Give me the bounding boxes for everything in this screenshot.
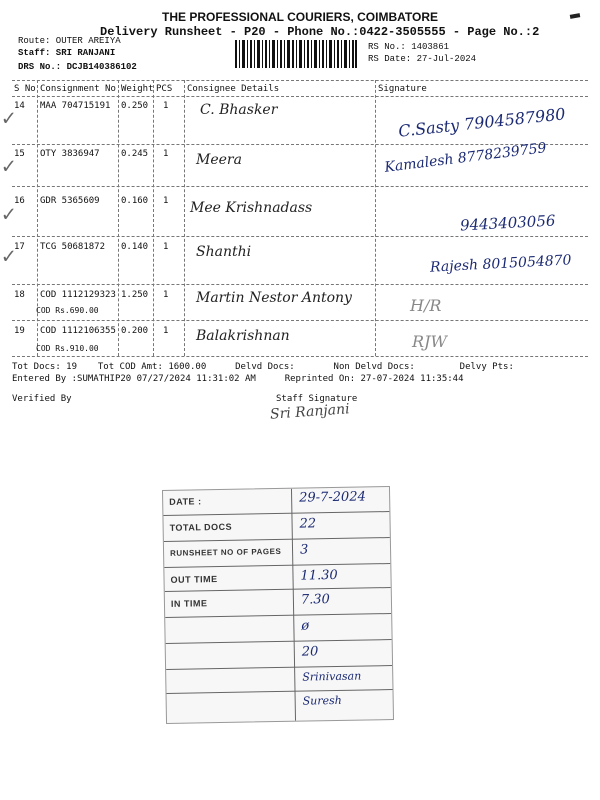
row-weight: 0.140 bbox=[121, 242, 149, 252]
tick-icon: ✓ bbox=[2, 106, 16, 131]
signature-handwriting: H/R bbox=[410, 296, 442, 315]
row-sno: 17 bbox=[14, 242, 25, 252]
stamp-total-docs: 22 bbox=[299, 516, 317, 532]
total-cod: Tot COD Amt: 1600.00 bbox=[97, 362, 207, 372]
row-sno: 18 bbox=[14, 290, 25, 300]
row-consignment: GDR 5365609 bbox=[40, 196, 100, 206]
col-consignee: Consignee Details bbox=[187, 84, 280, 94]
row-cod-amount: COD Rs.910.00 bbox=[36, 344, 99, 353]
row-pcs: 1 bbox=[163, 290, 169, 300]
staff-signature-label: Staff Signature bbox=[276, 394, 358, 404]
staff-signature-handwriting: Sri Ranjani bbox=[269, 401, 351, 423]
row-weight: 0.245 bbox=[121, 149, 149, 159]
row-pcs: 1 bbox=[163, 242, 169, 252]
row-sno: 14 bbox=[14, 101, 25, 111]
col-signature: Signature bbox=[378, 84, 427, 94]
entered-by-text: Entered By :SUMATHIP20 07/27/2024 11:31:02 AM bbox=[12, 374, 256, 384]
row-consignment: TCG 50681872 bbox=[40, 242, 106, 252]
company-name: THE PROFESSIONAL COURIERS, COIMBATORE bbox=[161, 10, 439, 24]
row-pcs: 1 bbox=[163, 101, 169, 111]
col-consignment: Consignment No bbox=[40, 84, 116, 94]
stamp-signature-2: Suresh bbox=[302, 693, 342, 708]
signature-handwriting: Kamalesh 8778239759 bbox=[383, 140, 548, 176]
row-weight: 0.200 bbox=[121, 326, 149, 336]
stamp-value-6: ø bbox=[301, 618, 310, 634]
signature-handwriting: RJW bbox=[412, 332, 447, 351]
row-pcs: 1 bbox=[163, 326, 169, 336]
tick-icon: ✓ bbox=[2, 202, 16, 227]
col-weight: Weight bbox=[121, 84, 154, 94]
row-weight: 1.250 bbox=[121, 290, 149, 300]
row-pcs: 1 bbox=[163, 149, 169, 159]
totals-line bbox=[12, 362, 592, 372]
staff-label: Staff: SRI RANJANI bbox=[18, 48, 116, 58]
delivered-docs: Delvd Docs: bbox=[235, 362, 295, 372]
stamp-label-total-docs: TOTAL DOCS bbox=[169, 521, 233, 533]
row-consignment: MAA 704715191 bbox=[40, 101, 111, 111]
col-pcs: PCS bbox=[156, 84, 173, 94]
row-pcs: 1 bbox=[163, 196, 169, 206]
tick-icon: ✓ bbox=[2, 244, 16, 269]
entered-by bbox=[12, 374, 464, 384]
row-sno: 15 bbox=[14, 149, 25, 159]
consignee-handwriting: Balakrishnan bbox=[196, 328, 290, 344]
barcode bbox=[235, 40, 357, 68]
row-weight: 0.160 bbox=[121, 196, 149, 206]
signature-handwriting: 9443403056 bbox=[459, 211, 556, 235]
stamp-date: 29-7-2024 bbox=[299, 489, 366, 506]
consignee-handwriting: Mee Krishnadass bbox=[190, 200, 313, 216]
consignee-handwriting: Martin Nestor Antony bbox=[196, 290, 352, 306]
non-delivered-docs: Non Delvd Docs: bbox=[333, 362, 415, 372]
delivery-points: Delvy Pts: bbox=[459, 362, 514, 372]
col-sno: S No bbox=[14, 84, 36, 94]
verified-by: Verified By bbox=[12, 394, 72, 404]
delivery-stamp bbox=[162, 486, 394, 724]
stamp-signature-1: Srinivasan bbox=[302, 669, 362, 684]
drs-number: DRS No.: DCJB140386102 bbox=[18, 62, 137, 72]
consignee-handwriting: Shanthi bbox=[196, 244, 252, 260]
total-docs: Tot Docs: 19 bbox=[12, 362, 78, 372]
row-consignment: COD 1112129323 bbox=[40, 290, 116, 300]
row-weight: 0.250 bbox=[121, 101, 149, 111]
signature-handwriting: C.Sasty 7904587980 bbox=[397, 104, 567, 141]
stamp-value-7: 20 bbox=[301, 644, 319, 660]
consignee-handwriting: Meera bbox=[196, 152, 242, 168]
stamp-label-in-time: IN TIME bbox=[170, 598, 208, 609]
row-sno: 16 bbox=[14, 196, 25, 206]
stamp-label-pages: RUNSHEET NO OF PAGES bbox=[170, 546, 282, 558]
stamp-out-time: 11.30 bbox=[300, 567, 338, 584]
stamp-in-time: 7.30 bbox=[300, 592, 330, 608]
consignee-handwriting: C. Bhasker bbox=[200, 102, 278, 118]
row-consignment: OTY 3836947 bbox=[40, 149, 100, 159]
stamp-pages: 3 bbox=[299, 542, 309, 558]
signature-handwriting: Rajesh 8015054870 bbox=[429, 252, 572, 276]
stamp-label-date: DATE : bbox=[169, 496, 202, 507]
row-cod-amount: COD Rs.690.00 bbox=[36, 306, 99, 315]
barcode-graphic bbox=[235, 40, 357, 68]
tick-icon: ✓ bbox=[2, 154, 16, 179]
rs-number: RS No.: 1403861 bbox=[368, 42, 450, 52]
reprinted-on: Reprinted On: 27-07-2024 11:35:44 bbox=[284, 374, 464, 384]
route-label: Route: OUTER AREIYA bbox=[18, 36, 121, 46]
row-sno: 19 bbox=[14, 326, 25, 336]
stamp-label-out-time: OUT TIME bbox=[170, 574, 218, 585]
row-consignment: COD 1112106355 bbox=[40, 326, 116, 336]
rs-date: RS Date: 27-Jul-2024 bbox=[368, 54, 477, 64]
runsheet-title: Delivery Runsheet - P20 - Phone No.:0422-3505555 - Page No.:2 bbox=[100, 25, 540, 39]
